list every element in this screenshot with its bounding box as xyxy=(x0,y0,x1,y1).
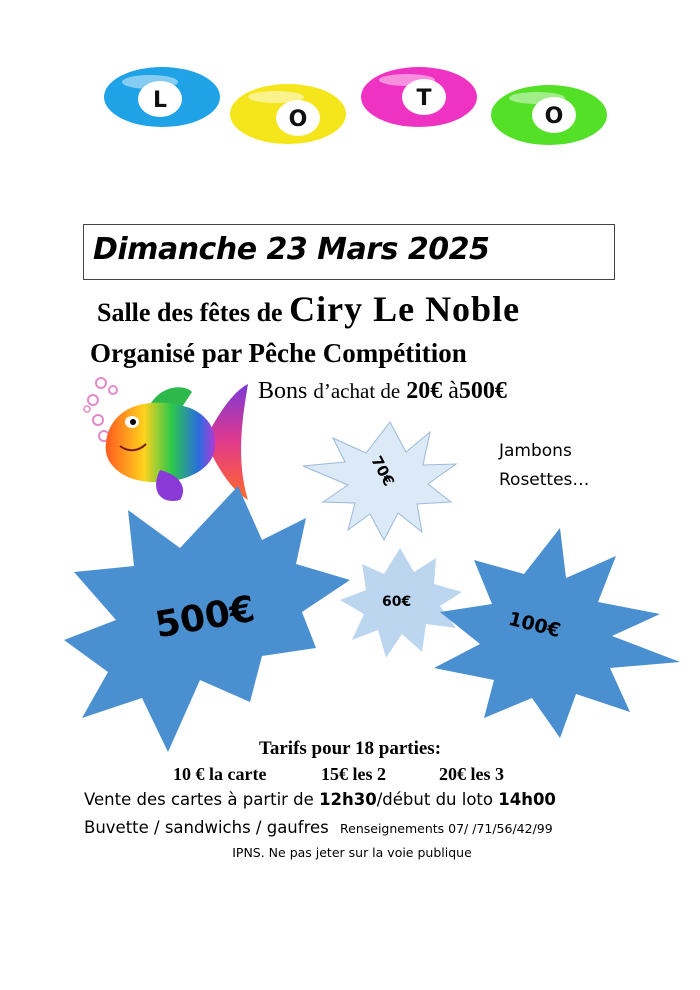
vouchers-from: 20€ xyxy=(406,378,443,404)
price-option: 15€ les 2 xyxy=(321,764,386,784)
price-option: 20€ les 3 xyxy=(439,764,504,784)
loto-letter: O xyxy=(544,104,564,129)
star-label-500: 500€ xyxy=(152,588,259,647)
star-label-60: 60€ xyxy=(382,594,412,610)
venue-prefix: Salle des fêtes de xyxy=(97,298,283,327)
pricing-title: Tarifs pour 18 parties: xyxy=(258,738,442,759)
vouchers-to: 500€ xyxy=(458,378,507,404)
price-option: 10 € la carte xyxy=(173,764,267,784)
start-prefix: /début du loto xyxy=(376,790,493,809)
loto-letter: L xyxy=(152,88,168,113)
start-time: 14h00 xyxy=(498,790,556,809)
info-phone: Renseignements 07/ /71/56/42/99 xyxy=(340,821,553,836)
organizer: Organisé par Pêche Compétition xyxy=(90,338,467,368)
sales-time: 12h30 xyxy=(319,790,377,809)
loto-letter: T xyxy=(416,86,432,111)
loto-letter: O xyxy=(288,107,308,132)
sales-prefix: Vente des cartes à partir de xyxy=(84,790,314,809)
footer-notice: IPNS. Ne pas jeter sur la voie publique xyxy=(232,845,472,860)
event-date: Dimanche 23 Mars 2025 xyxy=(93,232,490,267)
fish-icon xyxy=(84,378,248,501)
star-label-70: 70€ xyxy=(367,452,398,490)
venue-town: Ciry Le Noble xyxy=(289,289,521,329)
vouchers-to-word: à xyxy=(448,378,459,404)
vouchers-middle: d’achat de xyxy=(313,379,401,403)
schedule-line xyxy=(84,790,556,809)
extras-line xyxy=(84,818,553,837)
refreshments: Buvette / sandwichs / gaufres xyxy=(84,818,329,837)
prize-item: Jambons xyxy=(499,441,572,461)
prize-item: Rosettes… xyxy=(499,470,590,490)
vouchers-prefix: Bons xyxy=(258,378,308,404)
star-label-100: 100€ xyxy=(506,607,563,643)
pricing-options xyxy=(173,764,504,785)
